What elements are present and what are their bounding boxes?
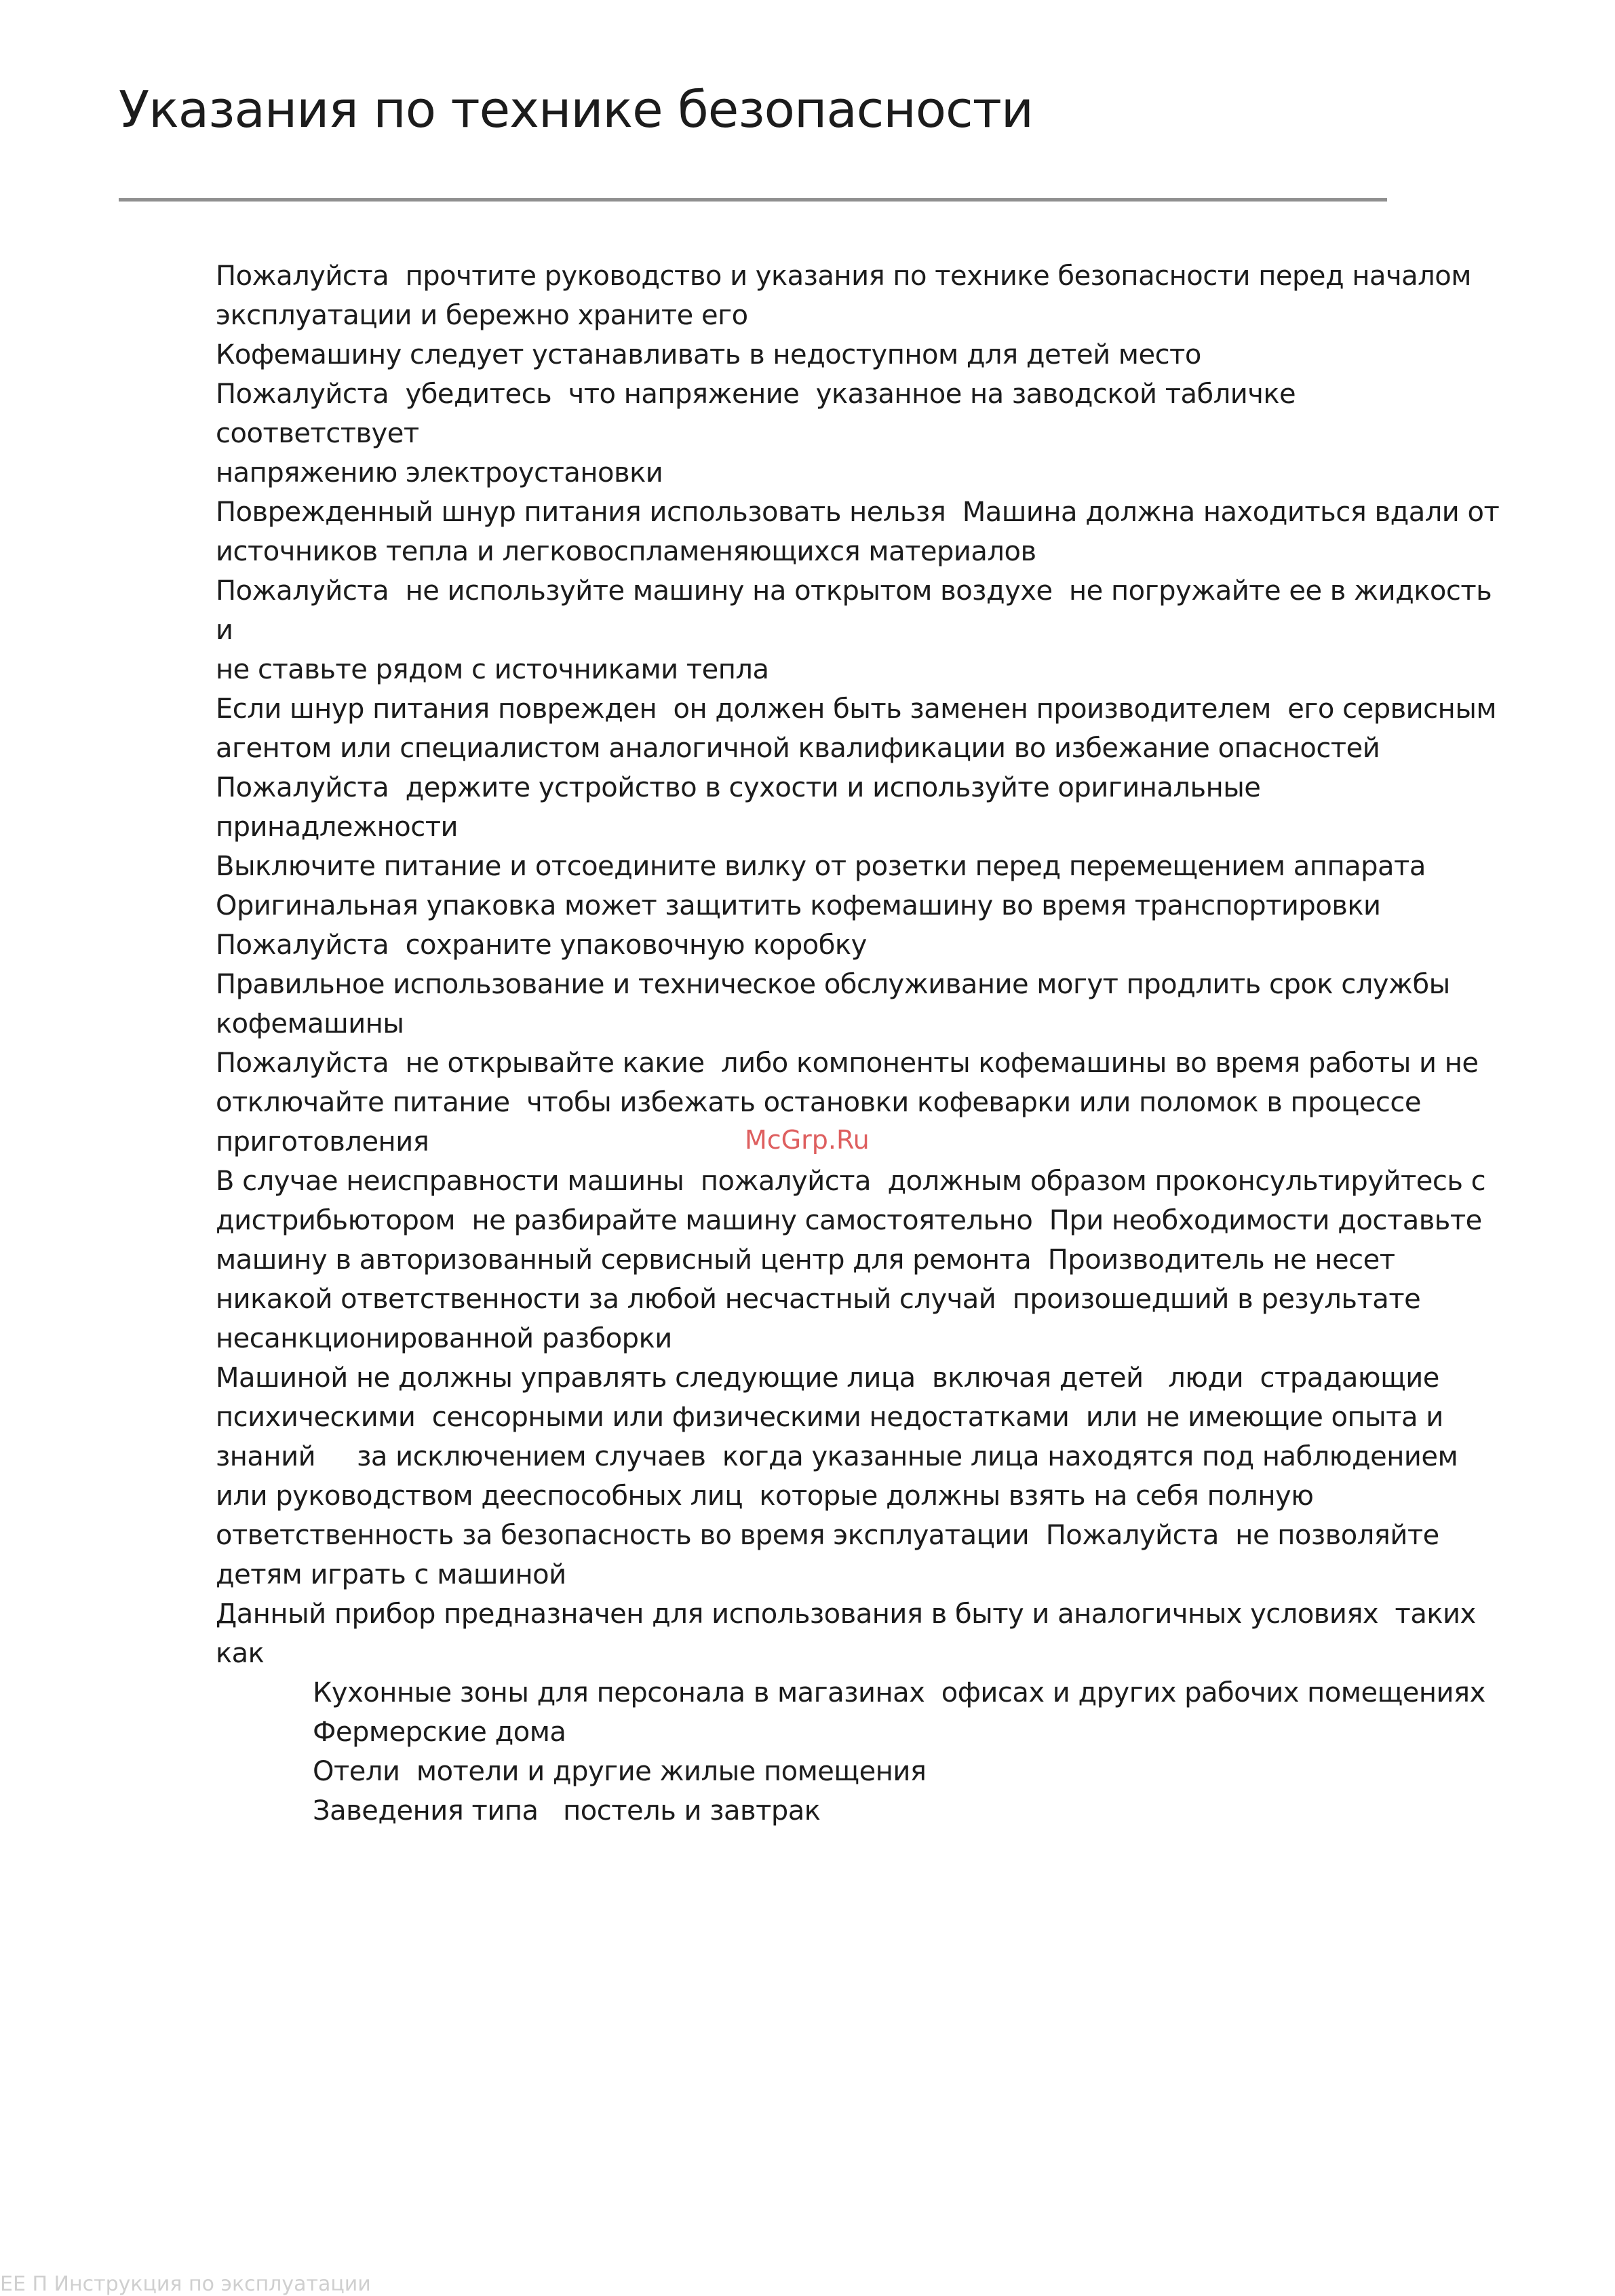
usage-location-item: Заведения типа постель и завтрак: [313, 1795, 821, 1826]
usage-location-item: Отели мотели и другие жилые помещения: [313, 1756, 927, 1787]
instruction-paragraph: Пожалуйста прочтите руководство и указания по технике безопасности перед началом эксплуатации и бережно храните его: [216, 261, 1471, 331]
usage-location-item: Фермерские дома: [313, 1717, 566, 1748]
instruction-paragraph: Пожалуйста держите устройство в сухости и используйте оригинальные принадлежности: [216, 772, 1269, 843]
instruction-paragraph: Правильное использование и техническое обслуживание могут продлить срок службы кофемашины: [216, 969, 1450, 1039]
instruction-paragraph: Выключите питание и отсоедините вилку от розетки перед перемещением аппарата: [216, 851, 1426, 882]
instruction-paragraph: Пожалуйста убедитесь что напряжение указанное на заводской табличке соответствует напряжению электроустановки: [216, 379, 1296, 489]
watermark: McGrp.Ru: [745, 1125, 870, 1155]
instruction-paragraph: Пожалуйста не используйте машину на открытом воздухе не погружайте ее в жидкость и не ставьте рядом с источниками тепла: [216, 575, 1492, 685]
instruction-paragraph: Поврежденный шнур питания использовать нельзя Машина должна находиться вдали от источников тепла и легковоспламеняющихся материалов: [216, 497, 1500, 567]
usage-locations-list: [216, 1673, 1508, 1831]
usage-location-item: Кухонные зоны для персонала в магазинах офисах и других рабочих помещениях: [313, 1677, 1485, 1708]
instruction-paragraph: Данный прибор предназначен для использования в быту и аналогичных условиях таких как: [216, 1599, 1476, 1669]
instruction-paragraph: Машиной не должны управлять следующие лица включая детей люди страдающие психическими сенсорными или физическими недостатками или не имеющие опыта и знаний за исключением случаев когда указанные лица находятся под наблюдением или руководством дееспособных лиц которые должны взять на себя полную ответственность за безопасность во время эксплуатации Пожалуйста не позволяйте детям играть с машиной: [216, 1362, 1458, 1590]
instruction-paragraph: В случае неисправности машины пожалуйста должным образом проконсультируйтесь с дистрибьютором не разбирайте машину самостоятельно При необходимости доставьте машину в авторизованный сервисный центр для ремонта Производитель не несет никакой ответственности за любой несчастный случай произошедший в результате несанкционированной разборки: [216, 1166, 1486, 1354]
title-divider: [119, 198, 1387, 202]
instruction-paragraph: Оригинальная упаковка может защитить кофемашину во время транспортировки Пожалуйста сохраните упаковочную коробку: [216, 890, 1381, 961]
page-title: Указания по технике безопасности: [119, 81, 1033, 139]
footer-fragment: EE П Инструкция по эксплуатации: [0, 2272, 371, 2296]
instruction-paragraph: Пожалуйста не открывайте какие либо компоненты кофемашины во время работы и не отключайте питание чтобы избежать остановки кофеварки или поломок в процессе приготовления: [216, 1048, 1479, 1157]
safety-instructions: [216, 256, 1508, 1831]
instruction-paragraph: Кофемашину следует устанавливать в недоступном для детей место: [216, 339, 1201, 370]
instruction-paragraph: Если шнур питания поврежден он должен быть заменен производителем его сервисным агентом или специалистом аналогичной квалификации во избежание опасностей: [216, 693, 1497, 764]
